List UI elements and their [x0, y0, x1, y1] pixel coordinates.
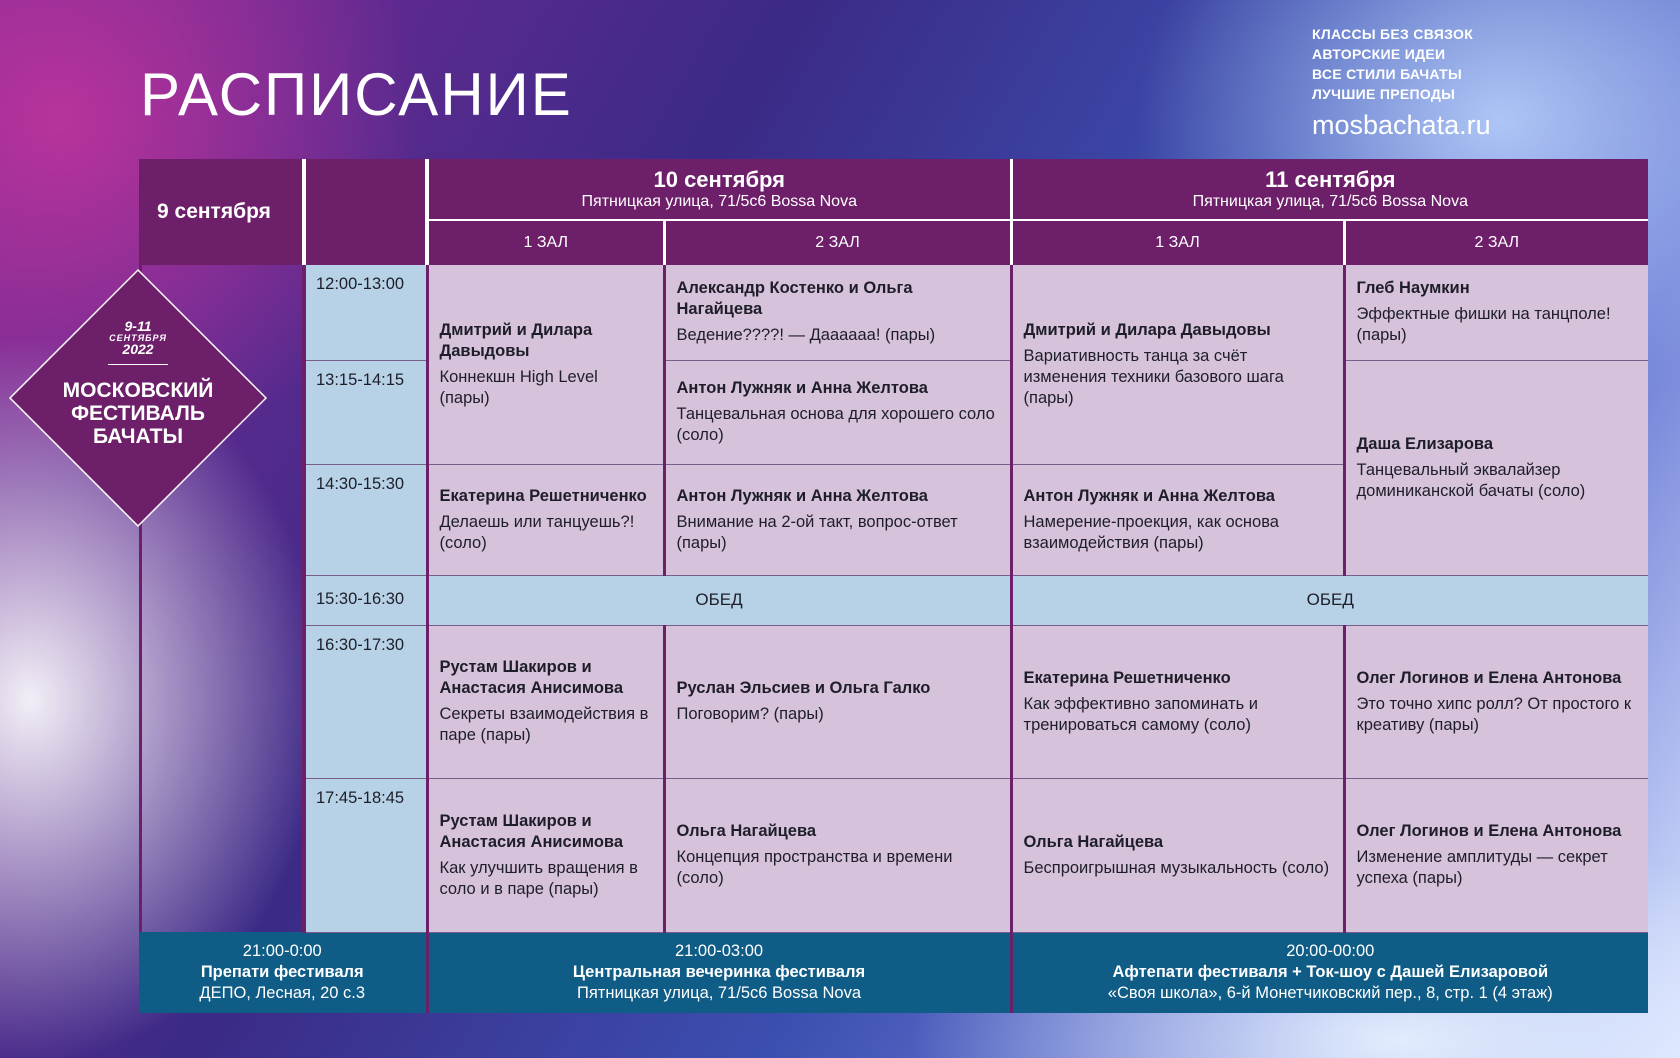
teacher: Олег Логинов и Елена Антонова: [1356, 822, 1622, 840]
teacher: Антон Лужняк и Анна Желтова: [1023, 486, 1275, 505]
class-cell: [1011, 265, 1344, 464]
teacher: Олег Логинов и Елена Антонова: [1356, 668, 1622, 687]
class-title: Коннекшн High Level (пары): [439, 367, 598, 407]
class-title: Поговорим? (пары): [676, 705, 824, 723]
class-cell: [1344, 265, 1648, 360]
header-day9: 9 сентября: [139, 159, 304, 265]
party-place: Пятницкая улица, 71/5с6 Bossa Nova: [576, 984, 862, 1002]
class-cell: [1011, 625, 1344, 778]
tag: ЛУЧШИЕ ПРЕПОДЫ: [1312, 86, 1456, 102]
lunch-break: ОБЕД: [1011, 575, 1648, 625]
class-cell: [1011, 778, 1344, 932]
page-title: РАСПИСАНИЕ: [140, 61, 573, 128]
class-title: Это точно хипс ролл? От простого к креативу (пары): [1356, 694, 1632, 734]
hall-label: 1 ЗАЛ: [1011, 220, 1344, 265]
class-title: Концепция пространства и времени (соло): [676, 848, 953, 887]
website-link[interactable]: mosbachata.ru: [1312, 110, 1491, 140]
class-title: Танцевальная основа для хорошего соло (соло): [676, 405, 995, 444]
class-cell: [664, 464, 1011, 575]
festival-logo: [8, 320, 268, 448]
class-title: Беспроигрышная музыкальность (соло): [1023, 858, 1330, 877]
time-slot: 13:15-14:15: [304, 360, 427, 464]
class-cell: [664, 625, 1011, 778]
class-title: Изменение амплитуды — секрет успеха (пары): [1356, 848, 1608, 887]
party-place: ДЕПО, Лесная, 20 с.3: [199, 984, 366, 1002]
class-cell: [1344, 360, 1648, 575]
class-title: Делаешь или танцуешь?! (соло): [439, 512, 635, 552]
header-time-blank: [304, 159, 427, 265]
teacher: Александр Костенко и Ольга Нагайцева: [676, 279, 913, 319]
teacher: Ольга Нагайцева: [1023, 832, 1164, 851]
badge-dates: 9-11: [124, 318, 152, 334]
time-slot: 16:30-17:30: [304, 625, 427, 778]
teacher: Антон Лужняк и Анна Желтова: [676, 486, 928, 505]
teacher: Рустам Шакиров и Анастасия Анисимова: [439, 658, 624, 697]
badge-name: ФЕСТИВАЛЬ: [71, 402, 205, 425]
teacher: Даша Елизарова: [1356, 434, 1494, 453]
party-time: 20:00-00:00: [1286, 942, 1375, 960]
class-title: Как эффективно запоминать и тренироваться самому (соло): [1023, 694, 1258, 734]
party-afterparty: [1011, 932, 1648, 1013]
header-day10: [427, 159, 1011, 220]
time-slot: 15:30-16:30: [304, 575, 427, 625]
class-title: Как улучшить вращения в соло и в паре (пары): [439, 858, 638, 898]
class-cell: [664, 360, 1011, 464]
badge-name: МОСКОВСКИЙ: [62, 379, 214, 402]
party-title: Центральная вечеринка фестиваля: [572, 963, 866, 981]
teacher: Рустам Шакиров и Анастасия Анисимова: [439, 811, 624, 851]
day10-address: Пятницкая улица, 71/5с6 Bossa Nova: [581, 193, 857, 210]
class-title: Эффектные фишки на танцполе! (пары): [1356, 305, 1611, 345]
class-cell: [427, 464, 664, 575]
teacher: Ольга Нагайцева: [676, 822, 817, 840]
hall-label: 2 ЗАЛ: [1344, 220, 1648, 265]
party-time: 21:00-0:00: [242, 942, 322, 960]
teacher: Дмитрий и Дилара Давыдовы: [439, 320, 593, 360]
class-cell: [664, 265, 1011, 360]
day11-address: Пятницкая улица, 71/5с6 Bossa Nova: [1192, 193, 1468, 210]
party-time: 21:00-03:00: [674, 942, 764, 960]
teacher: Екатерина Решетниченко: [1023, 668, 1231, 687]
class-cell: [664, 778, 1011, 932]
badge-name: БАЧАТЫ: [92, 425, 184, 448]
tag: КЛАССЫ БЕЗ СВЯЗОК: [1312, 26, 1474, 42]
feature-tags: [1312, 24, 1473, 104]
class-cell: [1344, 625, 1648, 778]
lunch-break: ОБЕД: [427, 575, 1011, 625]
hall-label: 1 ЗАЛ: [427, 220, 664, 265]
party-preparty: [139, 932, 427, 1013]
class-title: Намерение-проекция, как основа взаимодействия (пары): [1023, 512, 1279, 552]
class-title: Вариативность танца за счёт изменения техники базового шага (пары): [1023, 346, 1284, 407]
class-cell: [1011, 464, 1344, 575]
day11-date: 11 сентября: [1265, 167, 1396, 192]
badge-year: 2022: [122, 341, 154, 357]
class-cell: [427, 625, 664, 778]
class-title: Танцевальный эквалайзер доминиканской бачаты (соло): [1356, 460, 1586, 500]
party-title: Афтепати фестиваля + Ток-шоу с Дашей Елизаровой: [1112, 963, 1549, 981]
time-slot: 12:00-13:00: [304, 265, 427, 360]
day10-date: 10 сентября: [653, 167, 786, 192]
class-title: Внимание на 2-ой такт, вопрос-ответ (пары): [676, 512, 958, 552]
class-cell: [1344, 778, 1648, 932]
class-cell: [427, 265, 664, 464]
badge-month: СЕНТЯБРЯ: [109, 333, 167, 343]
party-main: [427, 932, 1011, 1013]
tag: АВТОРСКИЕ ИДЕИ: [1312, 46, 1446, 62]
teacher: Дмитрий и Дилара Давыдовы: [1023, 320, 1271, 339]
teacher: Руслан Эльсиев и Ольга Галко: [676, 679, 931, 697]
header-day11: [1011, 159, 1648, 220]
teacher: Антон Лужняк и Анна Желтова: [676, 379, 928, 397]
class-title: Секреты взаимодействия в паре (пары): [439, 705, 649, 744]
schedule-table: [139, 159, 1648, 1013]
teacher: Екатерина Решетниченко: [439, 486, 647, 505]
class-title: Ведение????! — Дааааaa! (пары): [676, 326, 936, 345]
time-slot: 17:45-18:45: [304, 778, 427, 932]
hall-label: 2 ЗАЛ: [664, 220, 1011, 265]
party-title: Препати фестиваля: [200, 963, 364, 981]
teacher: Глеб Наумкин: [1356, 279, 1470, 298]
party-place: «Своя школа», 6-й Монетчиковский пер., 8, стр. 1 (4 этаж): [1107, 984, 1553, 1002]
class-cell: [427, 778, 664, 932]
badge-divider: [108, 364, 168, 365]
time-slot: 14:30-15:30: [304, 464, 427, 575]
tag: ВСЕ СТИЛИ БАЧАТЫ: [1312, 66, 1462, 82]
